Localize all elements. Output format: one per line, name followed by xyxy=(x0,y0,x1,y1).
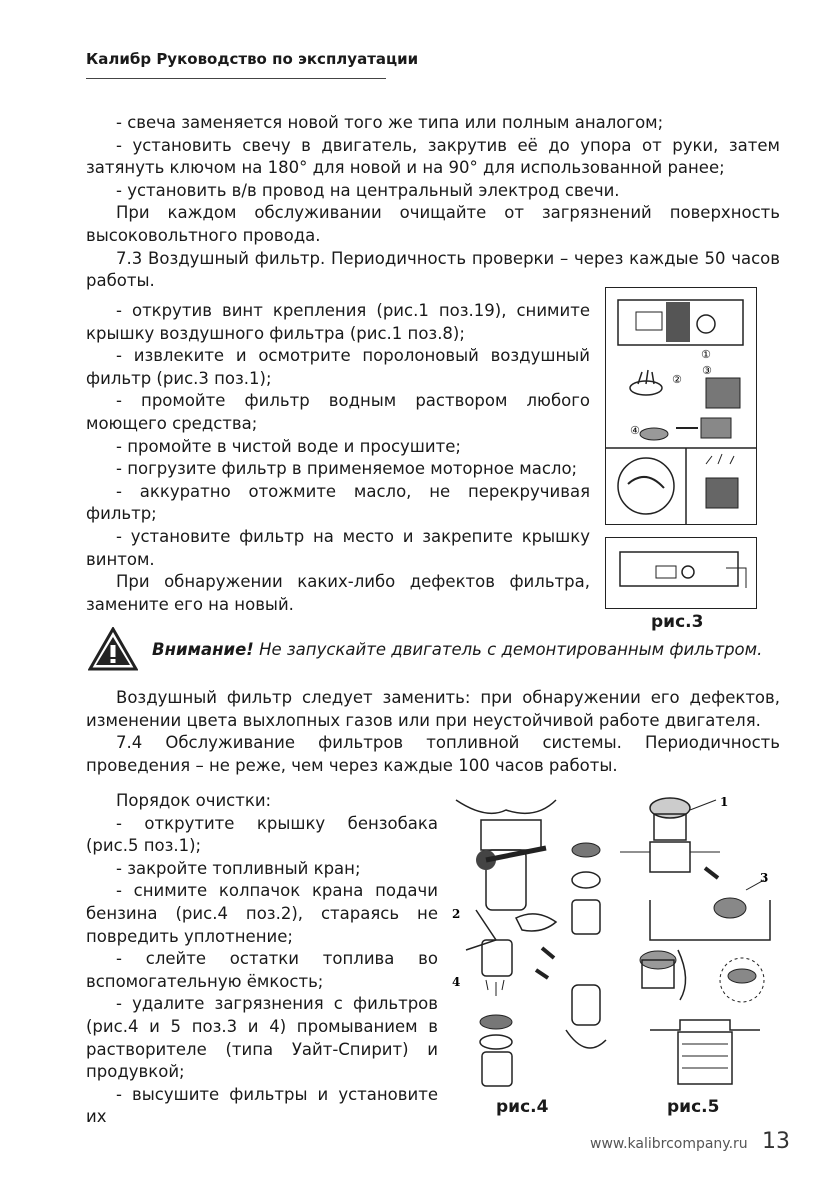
warning-icon xyxy=(88,627,138,671)
paragraph: При обнаружении каких-либо дефектов фильтра, замените его на новый. xyxy=(86,572,590,614)
paragraph: - закройте топливный кран; xyxy=(116,858,361,878)
paragraph: - промойте в чистой воде и просушите; xyxy=(116,436,461,456)
paragraph: - установить свечу в двигатель, закрутив её до упора от руки, затем затянуть ключом на 180° для новой и на 90° для использованной ранее; xyxy=(86,135,780,178)
figure-5-caption: рис.5 xyxy=(667,1097,720,1117)
air-filter-steps xyxy=(86,300,590,616)
fig4-label-4: 4 xyxy=(452,975,461,989)
paragraph: - высушите фильтры и установите их xyxy=(86,1084,438,1127)
footer-url: www.kalibrcompany.ru xyxy=(590,1136,748,1152)
paragraph: - открутив винт крепления (рис.1 поз.19), снимите крышку воздушного фильтра (рис.1 поз.8); xyxy=(86,301,590,343)
figure-5-illustration xyxy=(620,790,790,1095)
fig3-label-2: ② xyxy=(672,373,682,386)
fig3-label-4: ④ xyxy=(630,424,640,437)
paragraph: 7.3 Воздушный фильтр. Периодичность проверки – через каждые 50 часов работы. xyxy=(86,248,780,291)
figure-3-caption: рис.3 xyxy=(651,612,704,632)
page-number: 13 xyxy=(762,1129,790,1154)
paragraph: - установите фильтр на место и закрепите крышку винтом. xyxy=(86,526,590,569)
header-title: Калибр Руководство по эксплуатации xyxy=(86,50,419,68)
fig3-label-3: ③ xyxy=(702,364,712,377)
fuel-filter-steps xyxy=(86,790,438,1129)
figure-4-illustration xyxy=(446,790,616,1095)
fig5-label-1: 1 xyxy=(720,795,729,809)
paragraph: - установить в/в провод на центральный электрод свечи. xyxy=(116,180,620,200)
top-text-block xyxy=(86,112,780,293)
figure-4-caption: рис.4 xyxy=(496,1097,549,1117)
paragraph: 7.4 Обслуживание фильтров топливной системы. Периодичность проведения – не реже, чем через каждые 100 часов работы. xyxy=(86,733,780,775)
paragraph: - открутите крышку бензобака (рис.5 поз.1); xyxy=(86,813,438,856)
fig4-label-2: 2 xyxy=(452,907,461,921)
paragraph: - удалите загрязнения с фильтров (рис.4 и 5 поз.3 и 4) промыванием в растворителе (типа Уайт-Спирит) и продувкой; xyxy=(86,994,438,1082)
fig3-label-1: ① xyxy=(701,348,711,361)
paragraph: Воздушный фильтр следует заменить: при обнаружении его дефектов, изменении цвета выхлопных газов или при неустойчивой работе двигателя. xyxy=(86,688,780,730)
warning-title: Внимание! xyxy=(152,640,254,659)
fig5-label-3: 3 xyxy=(760,871,769,885)
paragraph: - извлеките и осмотрите поролоновый воздушный фильтр (рис.3 поз.1); xyxy=(86,346,590,388)
paragraph: - промойте фильтр водным раствором любого моющего средства; xyxy=(86,391,590,433)
warning-text xyxy=(152,640,762,659)
paragraph: - слейте остатки топлива во вспомогательную ёмкость; xyxy=(86,949,438,991)
figure-3-assembly xyxy=(605,537,757,609)
paragraph: - погрузите фильтр в применяемое моторное масло; xyxy=(116,459,578,479)
paragraph: - аккуратно отожмите масло, не перекручивая фильтр; xyxy=(86,481,590,524)
warning-message: Не запускайте двигатель с демонтированным фильтром. xyxy=(253,640,763,659)
paragraph: - снимите колпачок крана подачи бензина (рис.4 поз.2), стараясь не повредить уплотнение; xyxy=(86,881,438,946)
header-rule xyxy=(86,78,386,79)
paragraph: Порядок очистки: xyxy=(116,791,272,810)
fuel-filter-intro xyxy=(86,687,780,777)
paragraph: - свеча заменяется новой того же типа или полным аналогом; xyxy=(116,113,664,132)
figure-3-illustration xyxy=(605,287,757,525)
paragraph: При каждом обслуживании очищайте от загрязнений поверхность высоковольтного провода. xyxy=(86,203,780,245)
